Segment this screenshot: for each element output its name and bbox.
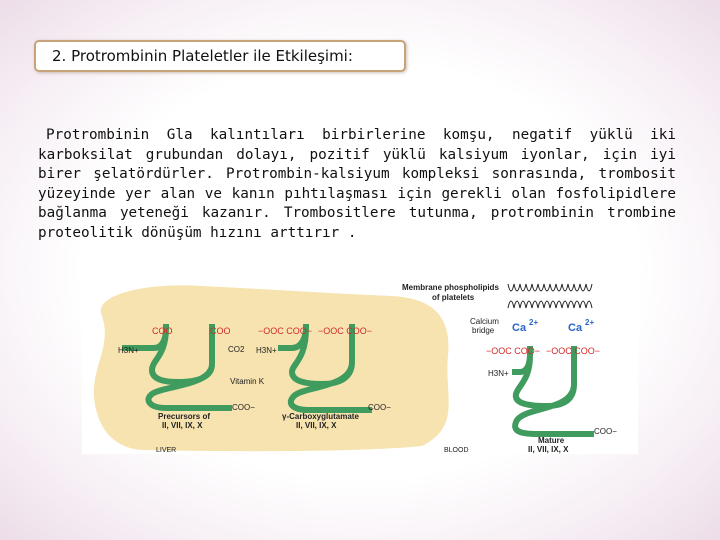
carboxy-label-2: II, VII, IX, X [296, 421, 337, 430]
ooc-mature-2: −OOC COO− [546, 346, 601, 356]
h3n-label-1: H3N+ [118, 346, 139, 355]
precursors-label-2: II, VII, IX, X [162, 421, 203, 430]
ca-charge-2: 2+ [585, 318, 595, 327]
liver-label: LIVER [156, 447, 177, 454]
ca-charge-1: 2+ [529, 318, 539, 327]
mature-label-2: II, VII, IX, X [528, 445, 569, 454]
h3n-label-2: H3N+ [256, 346, 277, 355]
co2-label: CO2 [228, 345, 245, 354]
slide-title: 2. Protrombinin Plateletler ile Etkileşimi: [52, 47, 353, 65]
coo-end-1: COO− [232, 403, 255, 412]
coo-label-2: COO [210, 326, 231, 336]
membrane-label-1: Membrane phospholipids [402, 283, 499, 292]
precursors-label-1: Precursors of [158, 412, 211, 421]
h3n-label-3: H3N+ [488, 369, 509, 378]
carboxy-label-1: γ-Carboxyglutamate [282, 412, 359, 421]
ca-ion-2: Ca [568, 322, 583, 334]
membrane-label-2: of platelets [432, 293, 475, 302]
body-paragraph: Protrombinin Gla kalıntıları birbirlerine komşu, negatif yüklü iki karboksilat grubundan dolayı, pozitif yüklü kalsiyum iyonlar, için iyi birer şelatördürler. Protrombin-kalsiyum kompleksi sonrasında, trombosit yüzeyinde yer alan ve kanın pıhtılaşması için gerekli olan fosfolipidlere bağlanma yeteneği kazanır. Trombositlere tutunma, protrombinin trombine proteolitik dönüşüm hızını arttırır . [38, 127, 676, 241]
liver-region [94, 285, 449, 451]
blood-label: BLOOD [444, 447, 469, 454]
ooc-coo-label-2: −OOC COO− [318, 326, 373, 336]
prothrombin-diagram [82, 276, 638, 454]
slide-title-box [34, 40, 406, 72]
ooc-coo-label-1: −OOC COO− [258, 326, 313, 336]
ca-ion-1: Ca [512, 322, 527, 334]
ooc-mature-1: −OOC COO− [486, 346, 541, 356]
coo-end-3: COO− [594, 427, 617, 436]
vitamin-k-label: Vitamin K [230, 377, 265, 386]
coo-end-2: COO− [368, 403, 391, 412]
calcium-label-1: Calcium [470, 317, 499, 326]
calcium-label-2: bridge [472, 326, 495, 335]
mature-label-1: Mature [538, 436, 565, 445]
coo-label-1: COO [152, 326, 173, 336]
